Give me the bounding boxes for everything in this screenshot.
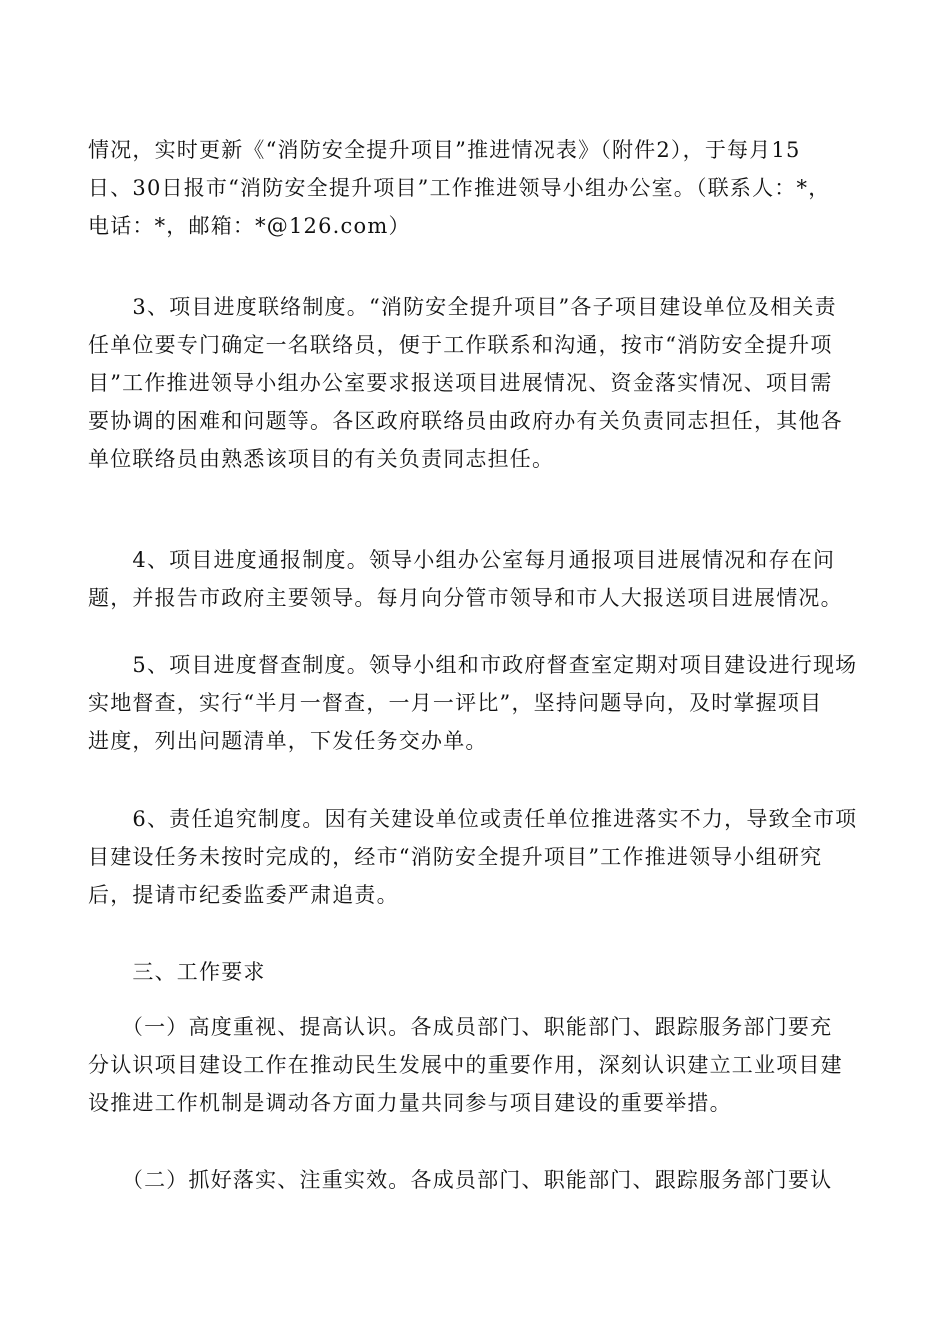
- paragraph-accountability-system: [88, 800, 858, 914]
- paragraph-inspection-system: [88, 646, 858, 760]
- text-line: 进度，列出问题清单，下发任务交办单。: [88, 729, 488, 753]
- text-line: 5、项目进度督查制度。领导小组和市政府督查室定期对项目建设进行现场: [88, 653, 858, 677]
- heading-text: 三、工作要求: [88, 960, 266, 984]
- text-line: 要协调的困难和问题等。各区政府联络员由政府办有关负责同志担任，其他各: [88, 409, 843, 433]
- text-line: 目”工作推进领导小组办公室要求报送项目进展情况、资金落实情况、项目需: [88, 371, 833, 395]
- paragraph-requirement-2: [88, 1161, 858, 1199]
- text-line: 电话：*，邮箱：*@126.com）: [88, 214, 411, 238]
- text-line: 设推进工作机制是调动各方面力量共同参与项目建设的重要举措。: [88, 1091, 732, 1115]
- section-heading: [88, 953, 858, 991]
- text-line: 任单位要专门确定一名联络员，便于工作联系和沟通，按市“消防安全提升项: [88, 333, 833, 357]
- text-line: 后，提请市纪委监委严肃追责。: [88, 883, 399, 907]
- text-line: （一）高度重视、提高认识。各成员部门、职能部门、跟踪服务部门要充: [88, 1015, 833, 1039]
- text-line: 题，并报告市政府主要领导。每月向分管市领导和市人大报送项目进展情况。: [88, 586, 843, 610]
- text-line: 分认识项目建设工作在推动民生发展中的重要作用，深刻认识建立工业项目建: [88, 1053, 843, 1077]
- text-line: 日、30日报市“消防安全提升项目”工作推进领导小组办公室。（联系人：*，: [88, 176, 831, 200]
- text-line: 实地督查，实行“半月一督查，一月一评比”，坚持问题导向，及时掌握项目: [88, 691, 823, 715]
- paragraph-requirement-1: [88, 1008, 858, 1122]
- text-line: 情况，实时更新《“消防安全提升项目”推进情况表》（附件2），于每月15: [88, 138, 801, 162]
- text-line: 单位联络员由熟悉该项目的有关负责同志担任。: [88, 447, 555, 471]
- text-line: 4、项目进度通报制度。领导小组办公室每月通报项目进展情况和存在问: [88, 548, 836, 572]
- text-line: （二）抓好落实、注重实效。各成员部门、职能部门、跟踪服务部门要认: [88, 1168, 833, 1192]
- text-line: 6、责任追究制度。因有关建设单位或责任单位推进落实不力，导致全市项: [88, 807, 858, 831]
- text-line: 目建设任务未按时完成的，经市“消防安全提升项目”工作推进领导小组研究: [88, 845, 823, 869]
- text-line: 3、项目进度联络制度。“消防安全提升项目”各子项目建设单位及相关责: [88, 295, 837, 319]
- paragraph-report-system: [88, 541, 858, 617]
- paragraph-liaison-system: [88, 288, 858, 478]
- paragraph-continuation: [88, 131, 858, 245]
